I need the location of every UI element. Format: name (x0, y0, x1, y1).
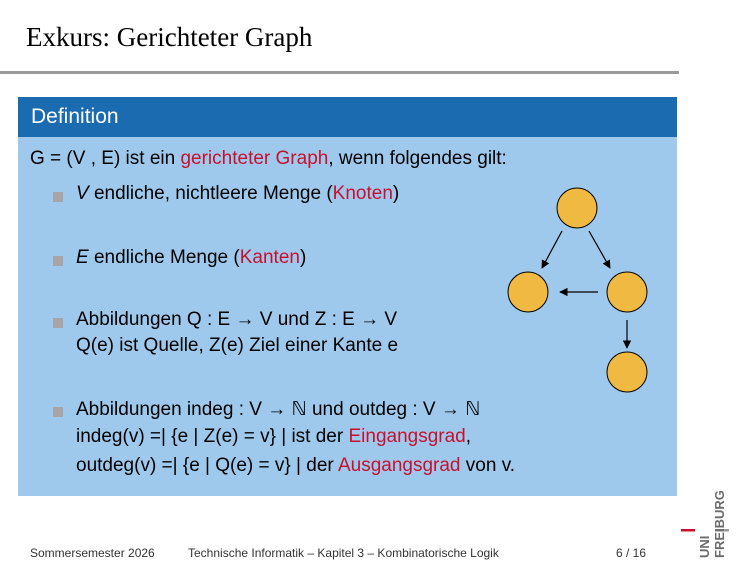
graph-node-bottom (607, 352, 647, 392)
bullet-3 (53, 318, 63, 328)
item-1-text: endliche, nichtleere Menge ( (88, 183, 333, 204)
logo-text-freiburg: FREIBURG (712, 490, 727, 558)
footer-page: 6 / 16 (616, 546, 647, 560)
item-1 (76, 183, 399, 205)
item-4-line-1: Abbildungen indeg : V → ℕ und outdeg : V → ℕ (76, 399, 481, 420)
intro-pre: G = (V , E) ist ein (30, 148, 181, 169)
item-2-text: endliche Menge ( (88, 247, 240, 268)
intro-post: , wenn folgendes gilt: (328, 148, 507, 169)
item-4-line-3-pre: outdeg(v) =| {e | Q(e) = v} | der (76, 455, 338, 476)
footer-semester: Sommersemester 2026 (30, 546, 155, 560)
logo-text-uni: UNI (697, 535, 712, 558)
directed-graph (500, 180, 660, 395)
edge-top-left (542, 231, 562, 268)
edge-top-right (589, 231, 610, 268)
item-4-line-3-term: Ausgangsgrad (337, 455, 461, 476)
footer-course: Technische Informatik – Kapitel 3 – Kombinatorische Logik (188, 546, 499, 560)
item-4-line-2 (76, 426, 471, 448)
item-2-var: E (76, 247, 89, 268)
item-1-var: V (76, 183, 89, 204)
item-2-term: Kanten (239, 247, 300, 268)
intro-term: gerichteter Graph (180, 148, 329, 169)
item-1-close: ) (392, 183, 400, 204)
graph-node-left (508, 272, 548, 312)
item-4-line-2-post: , (465, 426, 472, 447)
definition-intro (30, 148, 507, 170)
item-1-term: Knoten (332, 183, 393, 204)
bullet-1 (53, 192, 63, 202)
item-2-close: ) (299, 247, 307, 268)
logo-mark (681, 478, 731, 558)
graph-node-top (557, 188, 597, 228)
title-divider (0, 71, 679, 74)
item-4-line-2-pre: indeg(v) =| {e | Z(e) = v} | ist der (76, 426, 349, 447)
item-4-line-3-post: von v. (460, 455, 516, 476)
bullet-2 (53, 256, 63, 266)
university-logo (681, 478, 731, 558)
slide-title: Exkurs: Gerichteter Graph (26, 22, 313, 52)
item-4-line-2-term: Eingangsgrad (348, 426, 466, 447)
item-4-line-3 (76, 455, 515, 477)
graph-node-right (607, 272, 647, 312)
definition-heading: Definition (18, 97, 677, 137)
bullet-4 (53, 407, 63, 417)
logo-red-bar (681, 529, 695, 532)
item-2 (76, 247, 306, 269)
item-3-line-2: Q(e) ist Quelle, Z(e) Ziel einer Kante e (76, 335, 399, 356)
item-3-line-1: Abbildungen Q : E → V und Z : E → V (76, 309, 398, 330)
